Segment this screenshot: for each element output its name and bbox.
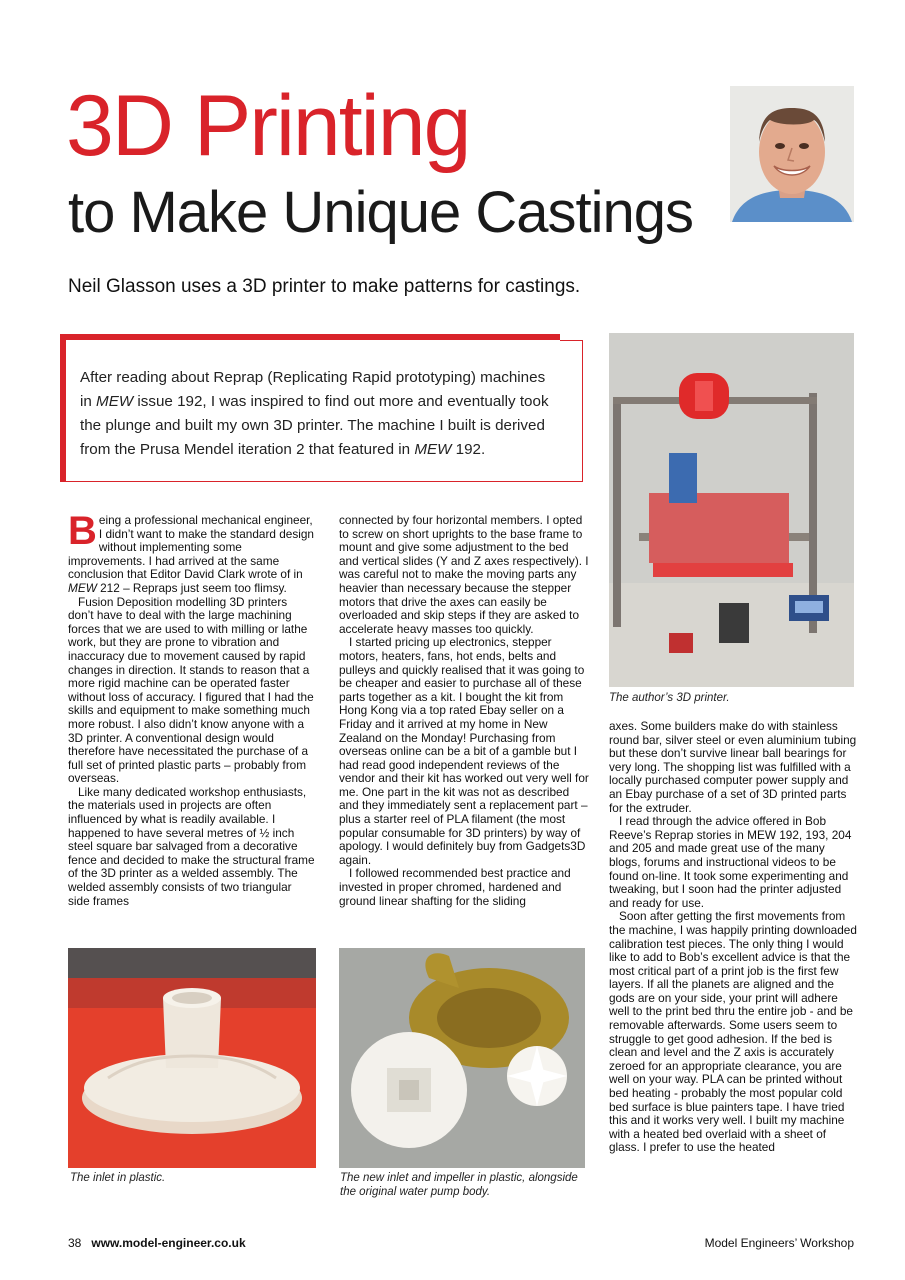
col2-paragraph-1: connected by four horizontal members. I opted to screw on short uprights to the base frame to mount and give some adjustment to the bed and vertical slides (Y and Z axes respectively). I was careful not to make the moving parts any heavier than necessary because the stepper motors that drive the axes can easily be overloaded and skip steps if they are asked to accelerate heavy masses too quickly.	[339, 513, 589, 636]
col3-paragraph-1: axes. Some builders make do with stainless round bar, silver steel or even aluminium tubing but these don’t survive linear ball bearings for very long. The shopping list was fulfilled with a locally purchased computer power supply and an Ebay purchase of a set of 3D printed parts for the extruder.	[609, 719, 857, 815]
author-portrait-photo	[730, 86, 854, 222]
article-subtitle: Neil Glasson uses a 3D printer to make patterns for castings.	[68, 276, 581, 297]
impeller-photo	[339, 948, 585, 1168]
col3-paragraph-3: Soon after getting the first movements from the machine, I was happily printing downloaded calibration test pieces. The only thing I would like to add to Bob’s excellent advice is that the most critical part of a print job is the first few layers. If all the planets are aligned and the gods are on your side, your print will adhere well to the print bed thru the entire job - and be removable afterwards. Some users seem to struggle to get good adhesion. If the bed is clean and level and the Z axis is accurately zeroed for an appropriate clearance, you are well on your way. PLA can be printed without bed heating - probably the most popular cold bed surface is blue painters tape. I have tried this and it works very well. I built my machine with a heated bed overlaid with a sheet of glass. I prefer to use the heated	[609, 909, 857, 1155]
printer-photo	[609, 333, 854, 687]
intro-paragraph: After reading about Reprap (Replicating Rapid prototyping) machines in MEW issue 192, I was inspired to find out more and eventually took the plunge and built my own 3D printer. The machine I built is derived from the Prusa Mendel iteration 2 that featured in MEW 192.	[80, 369, 549, 458]
col3-paragraph-2: I read through the advice offered in Bob Reeve’s Reprap stories in MEW 192, 193, 204 and 205 and made great use of the many blogs, forums and instructional videos to be found on-line. It took some experimenting and tweaking, but I soon had the printer adjusted and ready for use.	[609, 814, 852, 910]
col1-paragraph-2: Fusion Deposition modelling 3D printers don’t have to deal with the large machining forces that we are used to with milling or lathe work, but they are prone to vibration and inaccuracy due to movement caused by rapid changes in direction. It stands to reason that a more rigid machine can be operated faster without loss of accuracy. I figured that I had the skills and equipment to make something much more robust. I also didn’t know anyone with a 3D printer. A conventional design would therefore have necessitated the purchase of a full set of printed plastic parts – probably from overseas.	[68, 594, 314, 786]
article-column-1	[68, 509, 316, 908]
col2-paragraph-3: I followed recommended best practice and invested in proper chromed, hardened and ground linear shafting for the sliding	[339, 866, 571, 908]
inlet-photo	[68, 948, 316, 1168]
footer-url[interactable]: www.model-engineer.co.uk	[91, 1236, 246, 1250]
col1-paragraph-3: Like many dedicated workshop enthusiasts, the materials used in projects are often influenced by what is readily available. I happened to have several metres of ½ inch steel square bar salvaged from a decorative fence and decided to make the structural frame of the 3D printer as a welded assembly. The welded assembly consists of two triangular side frames	[68, 784, 315, 908]
impeller-photo-caption: The new inlet and impeller in plastic, alongside the original water pump body.	[340, 1172, 578, 1198]
printer-photo-caption: The author’s 3D printer.	[609, 692, 730, 704]
footer-magazine-name: Model Engineers’ Workshop	[704, 1236, 854, 1250]
article-title-line1: 3D Printing	[66, 78, 470, 174]
article-column-2	[339, 514, 589, 908]
col1-paragraph-1: Being a professional mechanical engineer, I didn’t want to make the standard design without implementing some improvements. I had arrived at the same conclusion that Editor David Clark wrote of in MEW 212 – Repraps just seem too flimsy.	[68, 509, 314, 595]
drop-cap: B	[68, 509, 97, 553]
footer-left	[68, 1236, 246, 1250]
article-title-line2: to Make Unique Castings	[68, 180, 693, 245]
article-column-3	[609, 720, 857, 1155]
page-number: 38	[68, 1236, 82, 1250]
col2-paragraph-2: I started pricing up electronics, stepper motors, heaters, fans, hot ends, belts and pulleys and quickly realised that it was going to be cheaper and easier to purchase all of these parts together as a kit. I bought the kit from Hong Kong via a top rated Ebay seller on a Friday and it arrived at my home in New Zealand on the Monday! Purchasing from overseas online can be a bit of a gamble but I had read good independent reviews of the vendor and their kit has worked out very well for me. One part in the kit was not as described and they immediately sent a replacement part – plus a starter reel of PLA filament (the most popular consumable for 3D printers) by way of apology. I would definitely buy from Gadgets3D again.	[339, 635, 589, 867]
inlet-photo-caption: The inlet in plastic.	[70, 1172, 166, 1184]
